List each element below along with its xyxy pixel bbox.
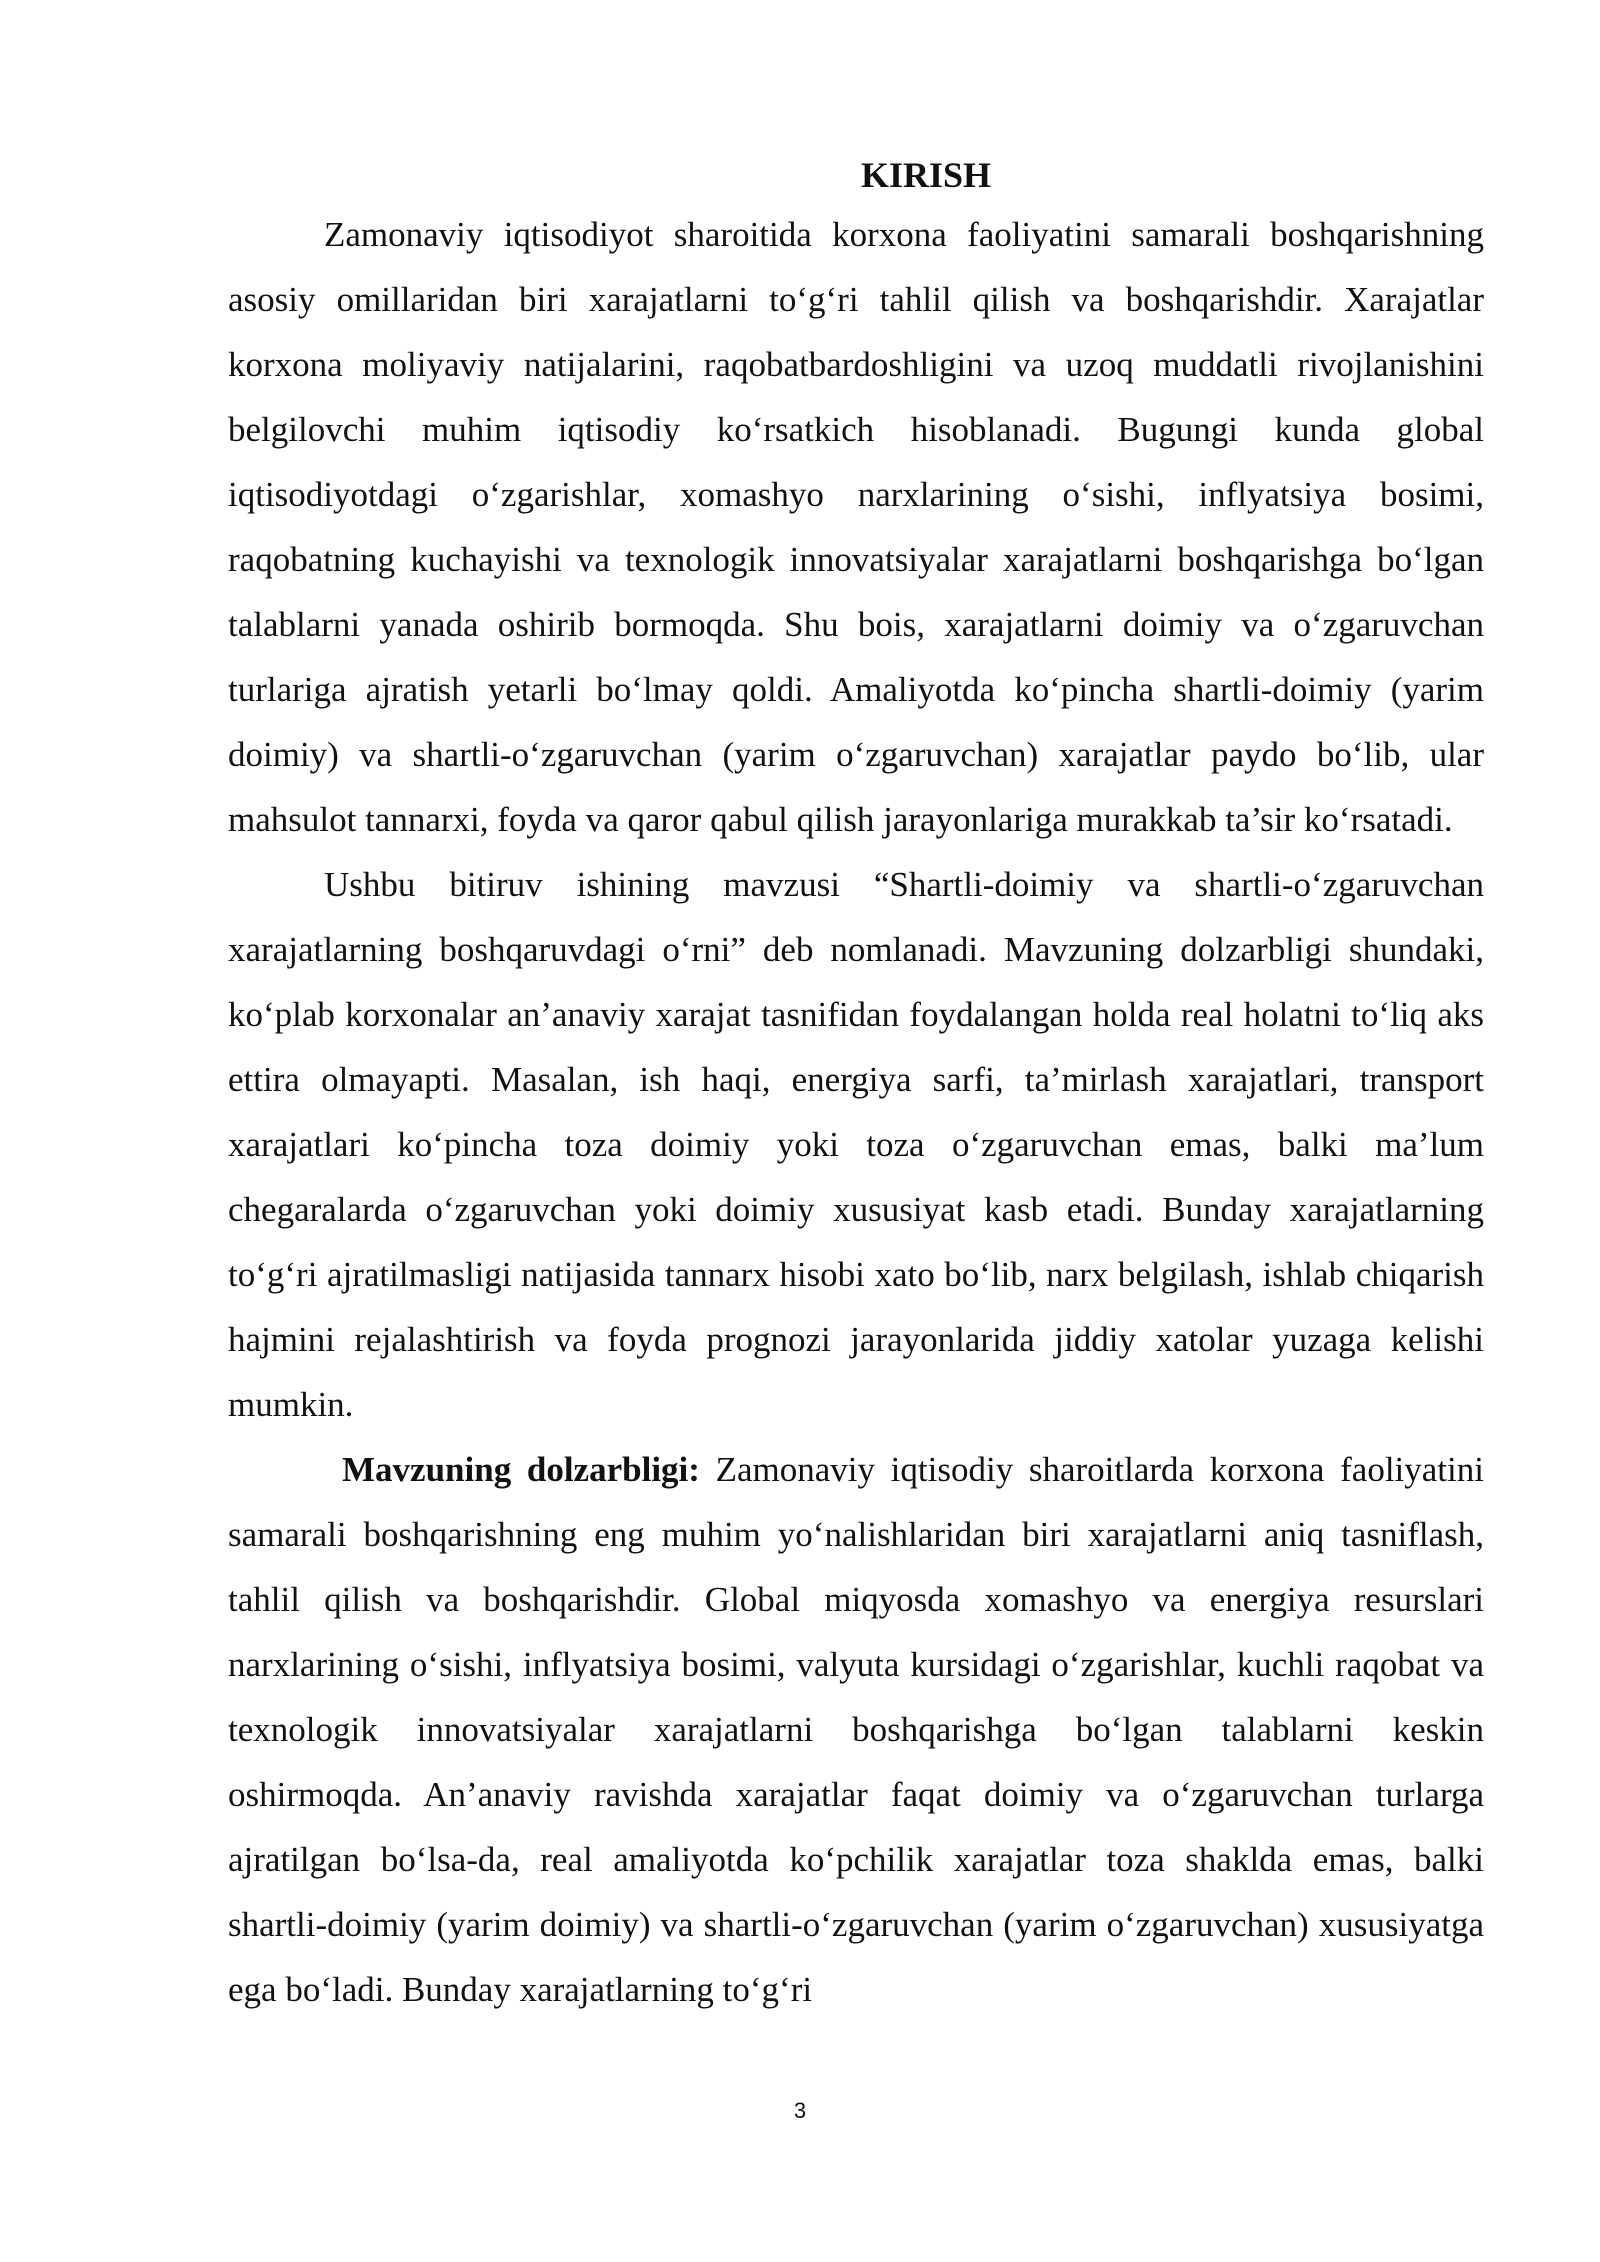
section-title: KIRISH [860, 155, 992, 195]
intro-paragraph-2: Ushbu bitiruv ishining mavzusi “Shartli-doimiy va shartli-o‘zgaruvchan xarajatlarning boshqaruvdagi o‘rni” deb nomlanadi. Mavzuning dolzarbligi shundaki, ko‘plab korxonalar an’anaviy xarajat tasnifidan foydalangan holda real holatni to‘liq aks ettira olmayapti. Masalan, ish haqi, energiya sarfi, ta’mirlash xarajatlari, transport xarajatlari ko‘pincha toza doimiy yoki toza o‘zgaruvchan emas, balki ma’lum chegaralarda o‘zgaruvchan yoki doimiy xususiyat kasb etadi. Bunday xarajatlarning to‘g‘ri ajratilmasligi natijasida tannarx hisobi xato bo‘lib, narx belgilash, ishlab chiqarish hajmini rejalashtirish va foyda prognozi jarayonlarida jiddiy xatolar yuzaga kelishi mumkin. [228, 865, 1484, 1424]
relevance-heading: Mavzuning dolzarbligi: [342, 1450, 700, 1489]
page-number: 3 [793, 2098, 807, 2123]
page-content [228, 150, 1484, 2022]
relevance-paragraph [228, 1437, 1484, 2022]
intro-paragraph-1: Zamonaviy iqtisodiyot sharoitida korxona faoliyatini samarali boshqarishning asosiy omillaridan biri xarajatlarni to‘g‘ri tahlil qilish va boshqarishdir. Xarajatlar korxona moliyaviy natijalarini, raqobatbardoshligini va uzoq muddatli rivojlanishini belgilovchi muhim iqtisodiy ko‘rsatkich hisoblanadi. Bugungi kunda global iqtisodiyotdagi o‘zgarishlar, xomashyo narxlarining o‘sishi, inflyatsiya bosimi, raqobatning kuchayishi va texnologik innovatsiyalar xarajatlarni boshqarishga bo‘lgan talablarni yanada oshirib bormoqda. Shu bois, xarajatlarni doimiy va o‘zgaruvchan turlariga ajratish yetarli bo‘lmay qoldi. Amaliyotda ko‘pincha shartli-doimiy (yarim doimiy) va shartli-o‘zgaruvchan (yarim o‘zgaruvchan) xarajatlar paydo bo‘lib, ular mahsulot tannarxi, foyda va qaror qabul qilish jarayonlariga murakkab ta’sir ko‘rsatadi. [228, 215, 1484, 839]
relevance-text: Zamonaviy iqtisodiy sharoitlarda korxona faoliyatini samarali boshqarishning eng muhim yo‘nalishlaridan biri xarajatlarni aniq tasniflash, tahlil qilish va boshqarishdir. Global miqyosda xomashyo va energiya resurslari narxlarining o‘sishi, inflyatsiya bosimi, valyuta kursidagi o‘zgarishlar, kuchli raqobat va texnologik innovatsiyalar xarajatlarni boshqarishga bo‘lgan talablarni keskin oshirmoqda. An’anaviy ravishda xarajatlar faqat doimiy va o‘zgaruvchan turlarga ajratilgan bo‘lsa-da, real amaliyotda ko‘pchilik xarajatlar toza shaklda emas, balki shartli-doimiy (yarim doimiy) va shartli-o‘zgaruvchan (yarim o‘zgaruvchan) xususiyatga ega bo‘ladi. Bunday xarajatlarning to‘g‘ri [228, 1450, 1484, 2009]
